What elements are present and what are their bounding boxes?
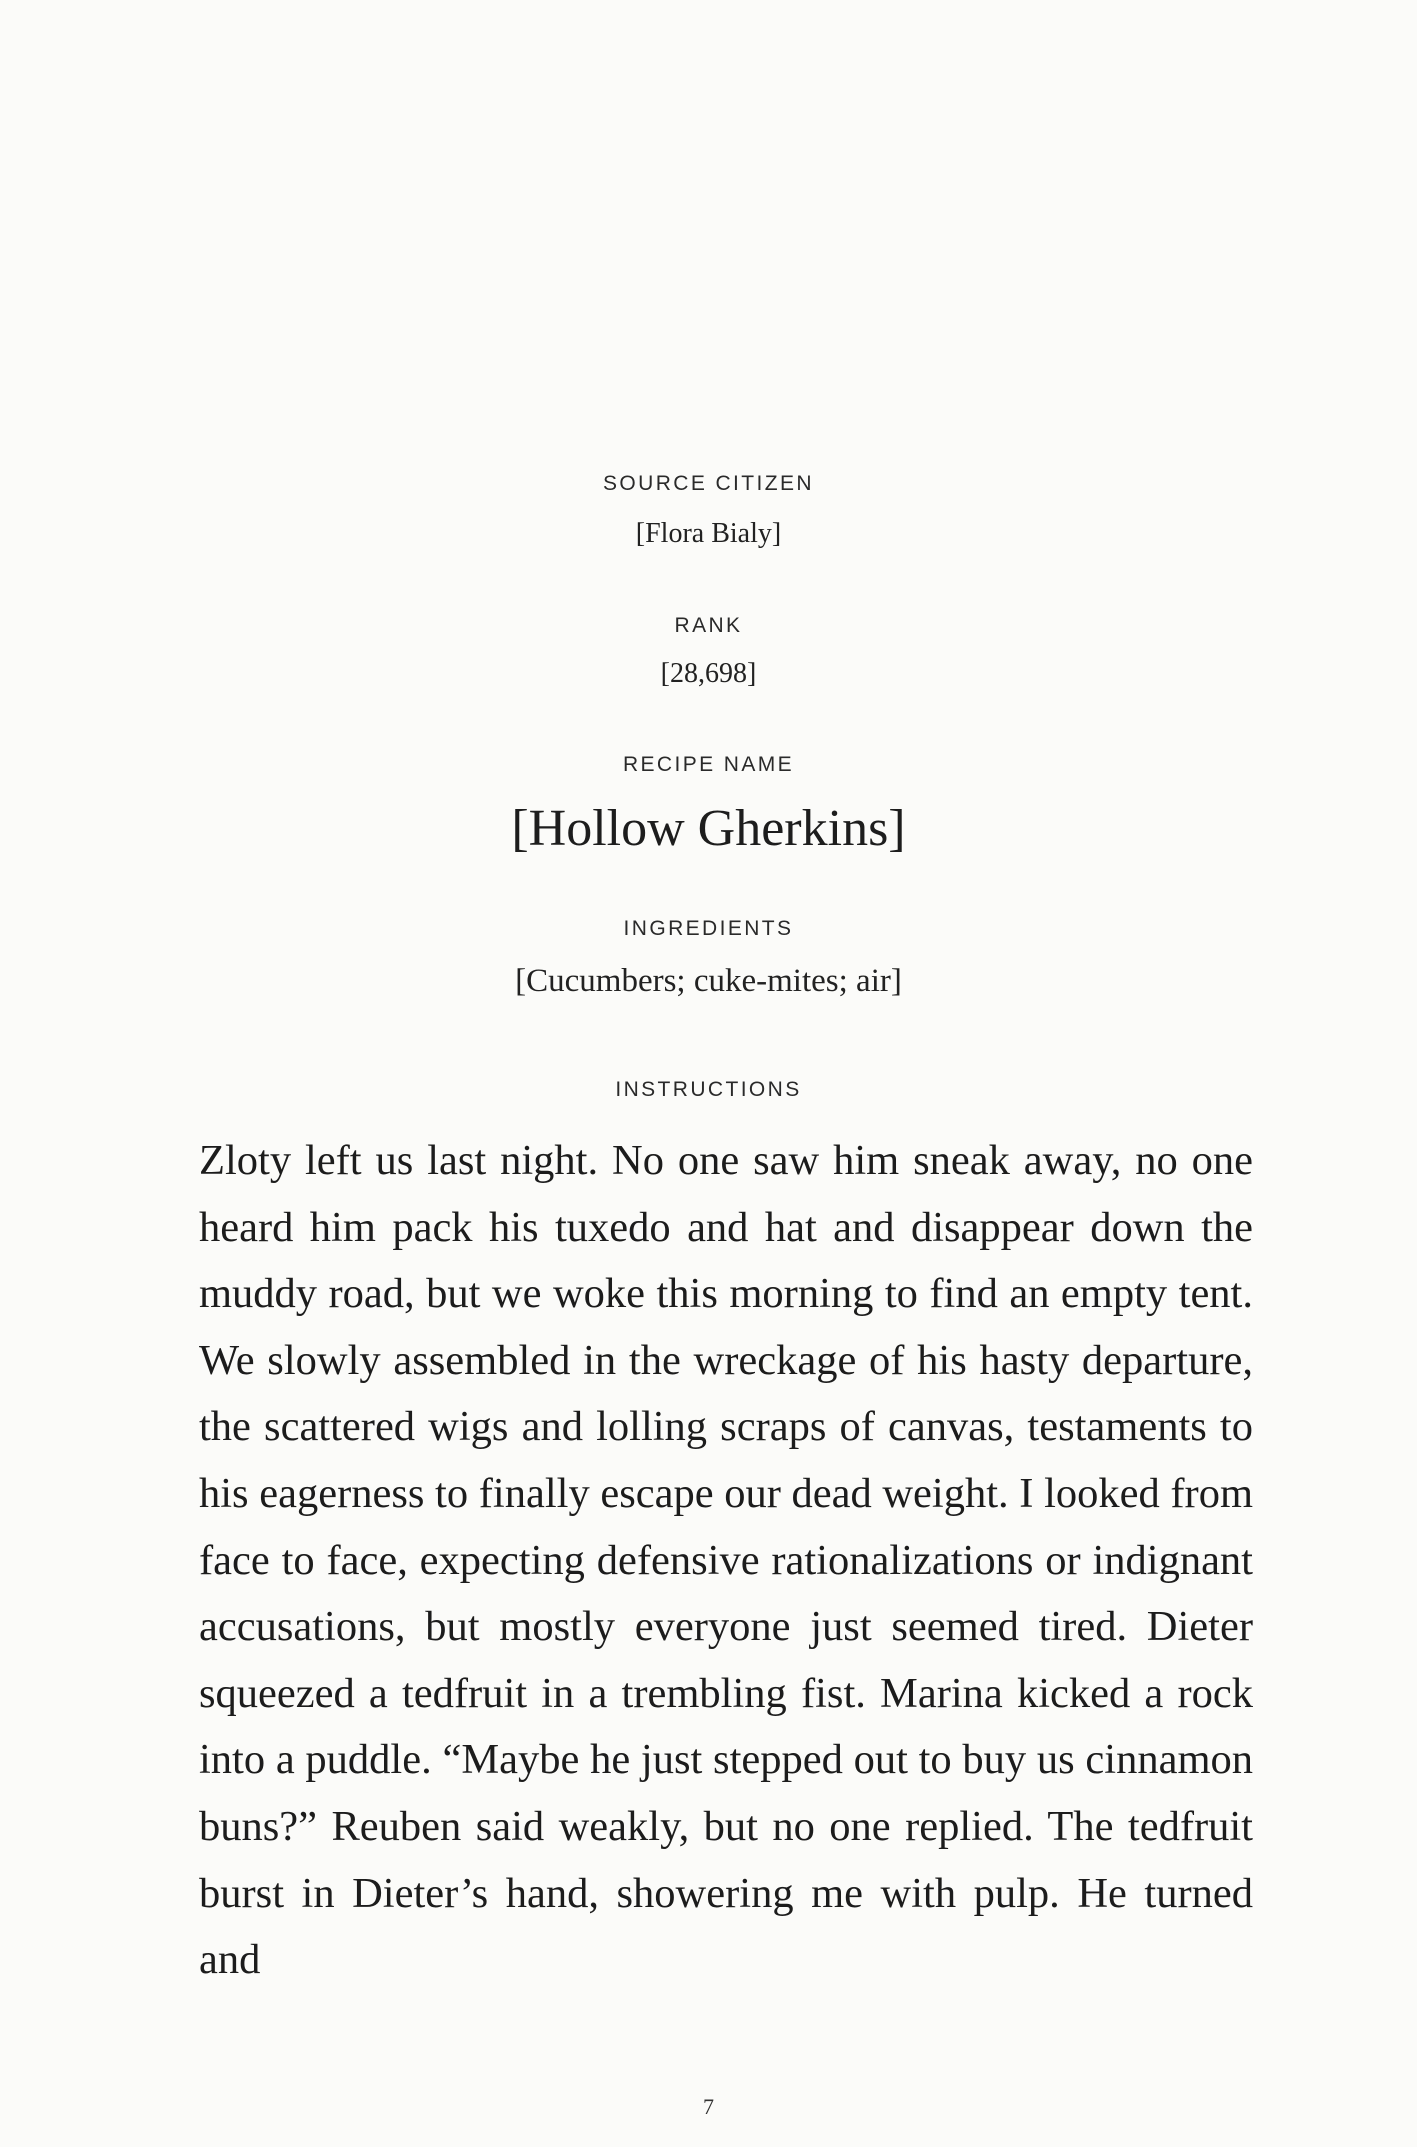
page-number: 7 [703, 2094, 714, 2119]
rank-value: [28,698] [660, 658, 757, 689]
instructions-body: Zloty left us last night. No one saw him sneak away, no one heard him pack his tuxedo and hat and disappear down the muddy road, but we woke this morning to find an empty tent. We slowly assembled in the wreckage of his hasty departure, the scattered wigs and lolling scraps of canvas, testaments to his eagerness to finally escape our dead weight. I looked from face to face, expecting defensive rationalizations or indignant accusations, but mostly everyone just seemed tired. Dieter squeezed a tedfruit in a trembling fist. Marina kicked a rock into a puddle. “Maybe he just stepped out to buy us cinnamon buns?” Reuben said weakly, but no one replied. The tedfruit burst in Dieter’s hand, showering me with pulp. He turned and [199, 1137, 1253, 1984]
instructions-label: INSTRUCTIONS [615, 1078, 802, 1101]
source-citizen-label: SOURCE CITIZEN [603, 472, 814, 495]
rank-label: RANK [674, 614, 743, 637]
ingredients-value: [Cucumbers; cuke-mites; air] [515, 963, 902, 999]
ingredients-label: INGREDIENTS [623, 917, 794, 940]
recipe-name-label: RECIPE NAME [622, 753, 795, 776]
source-citizen-value: [Flora Bialy] [635, 518, 782, 549]
recipe-name-value: [Hollow Gherkins] [511, 800, 906, 857]
